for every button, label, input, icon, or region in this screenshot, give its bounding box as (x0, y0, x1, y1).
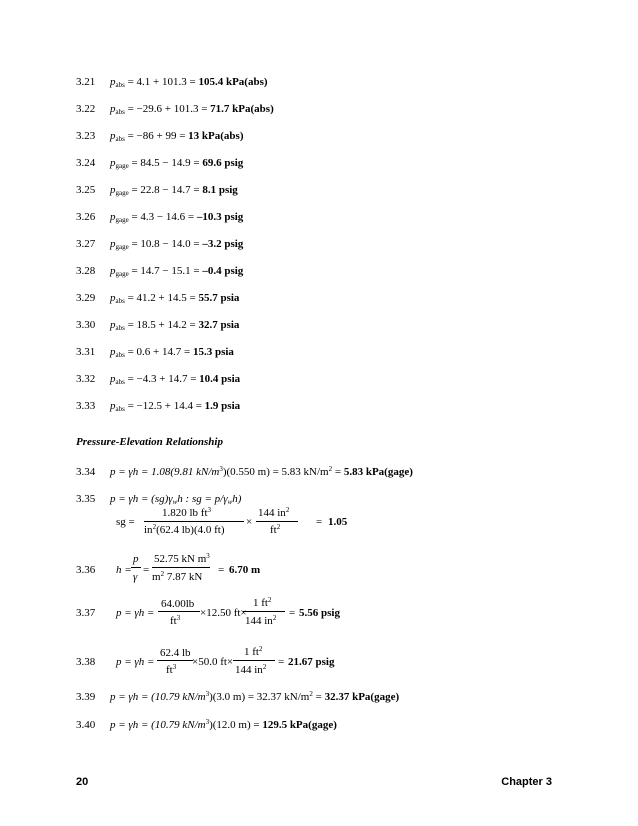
problem-result: 5.83 kPa(gage) (343, 466, 413, 478)
problem-number: 3.31 (76, 346, 96, 358)
equation-text: h : sg = p/γ (177, 493, 228, 505)
pressure-subscript: abs (115, 351, 125, 359)
pressure-variable: p (110, 400, 116, 412)
problem-equation (110, 237, 243, 251)
problem-result: 105.4 kPa(abs) (198, 76, 268, 88)
equation-text: p = γh = (sg)γ (110, 493, 173, 505)
superscript: 2 (258, 645, 263, 653)
fraction-denominator: γ (133, 571, 138, 583)
equation-lhs: p = γh = (116, 656, 155, 668)
fraction-denominator (166, 664, 176, 676)
fraction-bar (256, 521, 298, 522)
problem-number: 3.32 (76, 373, 96, 385)
problem-equation (110, 465, 413, 479)
times-sign: × (246, 516, 253, 528)
pressure-variable: p (110, 319, 116, 331)
pressure-subscript: abs (115, 135, 125, 143)
pressure-variable: p (110, 211, 116, 223)
problem-equation (110, 718, 337, 732)
equation-expression: = 84.5 − 14.9 = (128, 157, 203, 169)
subscript: w (227, 498, 233, 506)
problem-equation (110, 345, 234, 359)
pressure-subscript: abs (115, 108, 125, 116)
equation-expression: = 4.3 − 14.6 = (128, 211, 197, 223)
problem-result: 21.67 psig (288, 656, 335, 668)
equation-expression: = −29.6 + 101.3 = (124, 103, 211, 115)
superscript: 3 (219, 465, 223, 473)
pressure-subscript: abs (115, 324, 125, 332)
pressure-subscript: gage (115, 189, 129, 197)
superscript: 2 (276, 523, 281, 531)
problem-number: 3.23 (76, 130, 96, 142)
fraction-numerator (154, 553, 210, 565)
fraction-text: 1.820 lb ft (162, 507, 208, 519)
problem-number: 3.38 (76, 656, 96, 668)
fraction-denominator (270, 524, 280, 536)
superscript: 3 (205, 690, 210, 698)
superscript: 2 (328, 465, 333, 473)
fraction-numerator: p (133, 553, 139, 565)
fraction-bar (144, 521, 244, 522)
superscript: 3 (172, 663, 177, 671)
superscript: 3 (176, 614, 181, 622)
problem-equation (110, 318, 239, 332)
equation-lhs: p = γh = (10.79 kN/m (110, 691, 206, 703)
chapter-label: Chapter 3 (501, 776, 552, 788)
equals-sign: = (289, 607, 296, 619)
problem-equation (110, 399, 240, 413)
fraction-numerator (258, 507, 289, 519)
equation-middle: )(0.550 m) = 5.83 kN/m (222, 466, 329, 478)
equation-expression: = 41.2 + 14.5 = (124, 292, 199, 304)
fraction-text: (62.4 lb)(4.0 ft) (156, 524, 225, 536)
problem-equation (110, 183, 238, 197)
pressure-variable: p (110, 373, 116, 385)
equation-lhs: h = (116, 564, 132, 576)
problem-number: 3.21 (76, 76, 96, 88)
pressure-subscript: gage (115, 270, 129, 278)
fraction-text: ft (166, 664, 173, 676)
fraction-numerator (244, 646, 262, 658)
pressure-variable: p (110, 157, 116, 169)
equation-expression: = 0.6 + 14.7 = (124, 346, 193, 358)
fraction-denominator (152, 571, 202, 583)
problem-result: 69.6 psig (202, 157, 244, 169)
problem-number: 3.33 (76, 400, 96, 412)
problem-result: 71.7 kPa(abs) (210, 103, 274, 115)
problem-result: 55.7 psia (198, 292, 240, 304)
pressure-variable: p (110, 184, 116, 196)
equation-expression: = −4.3 + 14.7 = (124, 373, 200, 385)
fraction-denominator (245, 615, 276, 627)
fraction-text: 144 in (258, 507, 286, 519)
fraction-text: m (152, 571, 161, 583)
equation-expression: = −12.5 + 14.4 = (124, 400, 205, 412)
section-heading: Pressure-Elevation Relationship (76, 436, 223, 448)
fraction-bar (243, 611, 285, 612)
problem-number: 3.26 (76, 211, 96, 223)
problem-result: 13 kPa(abs) (188, 130, 244, 142)
problem-equation (110, 492, 241, 506)
pressure-variable: p (110, 238, 116, 250)
superscript: 2 (285, 506, 290, 514)
fraction-bar (131, 567, 141, 568)
equation-middle: )(12.0 m) = (209, 719, 263, 731)
equals-sign: = (312, 691, 325, 703)
pressure-subscript: gage (115, 243, 129, 251)
fraction-denominator (144, 524, 225, 536)
equals-sign: = (332, 466, 344, 478)
fraction-numerator: 62.4 lb (160, 647, 191, 659)
superscript: 2 (152, 523, 157, 531)
problem-number: 3.30 (76, 319, 96, 331)
superscript: 3 (207, 506, 212, 514)
equation-middle: ×50.0 ft× (192, 656, 234, 668)
pressure-variable: p (110, 346, 116, 358)
problem-equation (110, 102, 274, 116)
fraction-denominator (170, 615, 180, 627)
superscript: 2 (160, 570, 165, 578)
fraction-bar (152, 567, 210, 568)
equation-expression: = 18.5 + 14.2 = (124, 319, 199, 331)
equation-expression: = 14.7 − 15.1 = (128, 265, 203, 277)
equation-middle: ×12.50 ft× (200, 607, 247, 619)
problem-equation (110, 210, 243, 224)
equation-lhs: p = γh = (10.79 kN/m (110, 719, 206, 731)
pressure-subscript: abs (115, 405, 125, 413)
equation-expression: = 10.8 − 14.0 = (128, 238, 203, 250)
fraction-text: 1 ft (244, 646, 259, 658)
fraction-text: 7.87 kN (164, 571, 203, 583)
fraction-numerator (162, 507, 211, 519)
problem-result: 32.37 kPa(gage) (324, 691, 400, 703)
problem-result: –10.3 psig (196, 211, 244, 223)
problem-result: 15.3 psia (192, 346, 234, 358)
equals-sign: = (143, 564, 150, 576)
fraction-text: 1 ft (253, 597, 268, 609)
pressure-subscript: gage (115, 162, 129, 170)
fraction-numerator (253, 597, 271, 609)
fraction-text: ft (270, 524, 277, 536)
fraction-text: 52.75 kN m (154, 553, 207, 565)
equation-expression: = 4.1 + 101.3 = (124, 76, 199, 88)
problem-result: –0.4 psig (202, 265, 244, 277)
problem-result: 5.56 psig (299, 607, 340, 619)
problem-equation (110, 264, 243, 278)
problem-number: 3.40 (76, 719, 96, 731)
problem-equation (110, 690, 399, 704)
pressure-subscript: gage (115, 216, 129, 224)
problem-result: 1.05 (328, 516, 348, 528)
pressure-subscript: abs (115, 378, 125, 386)
fraction-numerator: 64.00lb (161, 598, 195, 610)
subscript: w (172, 498, 178, 506)
problem-result: 129.5 kPa(gage) (262, 719, 337, 731)
pressure-subscript: abs (115, 297, 125, 305)
problem-result: 6.70 m (229, 564, 261, 576)
problem-equation (110, 291, 239, 305)
sg-label: sg = (116, 516, 135, 528)
superscript: 2 (267, 596, 272, 604)
pressure-variable: p (110, 292, 116, 304)
equation-expression: = 22.8 − 14.7 = (128, 184, 203, 196)
equation-lhs: p = γh = (116, 607, 155, 619)
pressure-variable: p (110, 103, 116, 115)
problem-number: 3.22 (76, 103, 96, 115)
problem-equation (110, 156, 243, 170)
problem-number: 3.27 (76, 238, 96, 250)
problem-number: 3.29 (76, 292, 96, 304)
problem-result: 8.1 psig (202, 184, 238, 196)
equals-sign: = (316, 516, 323, 528)
fraction-text: in (144, 524, 153, 536)
equation-text: h) (232, 493, 242, 505)
problem-result: 10.4 psia (199, 373, 241, 385)
problem-number: 3.28 (76, 265, 96, 277)
equals-sign: = (218, 564, 225, 576)
fraction-denominator (235, 664, 266, 676)
problem-equation (110, 129, 243, 143)
fraction-text: 144 in (245, 615, 273, 627)
pressure-variable: p (110, 130, 116, 142)
problem-number: 3.25 (76, 184, 96, 196)
pressure-variable: p (110, 265, 116, 277)
problem-number: 3.35 (76, 493, 96, 505)
equation-lhs: p = γh = 1.08(9.81 kN/m (110, 466, 220, 478)
fraction-bar (158, 611, 200, 612)
superscript: 2 (262, 663, 267, 671)
superscript: 3 (205, 718, 210, 726)
problem-equation (110, 372, 240, 386)
fraction-bar (157, 660, 193, 661)
problem-number: 3.37 (76, 607, 96, 619)
equals-sign: = (278, 656, 285, 668)
problem-number: 3.36 (76, 564, 96, 576)
superscript: 3 (206, 552, 210, 560)
pressure-subscript: abs (115, 81, 125, 89)
superscript: 2 (272, 614, 277, 622)
page-number: 20 (76, 776, 89, 788)
problem-result: 1.9 psia (204, 400, 241, 412)
problem-equation (110, 75, 268, 89)
superscript: 2 (309, 690, 313, 698)
fraction-text: 144 in (235, 664, 263, 676)
problem-result: 32.7 psia (198, 319, 240, 331)
problem-number: 3.24 (76, 157, 96, 169)
problem-number: 3.39 (76, 691, 96, 703)
fraction-text: ft (170, 615, 177, 627)
pressure-variable: p (110, 76, 116, 88)
problem-number: 3.34 (76, 466, 96, 478)
equation-middle: )(3.0 m) = 32.37 kN/m (209, 691, 310, 703)
problem-result: –3.2 psig (202, 238, 244, 250)
fraction-bar (233, 660, 275, 661)
equation-expression: = −86 + 99 = (124, 130, 189, 142)
